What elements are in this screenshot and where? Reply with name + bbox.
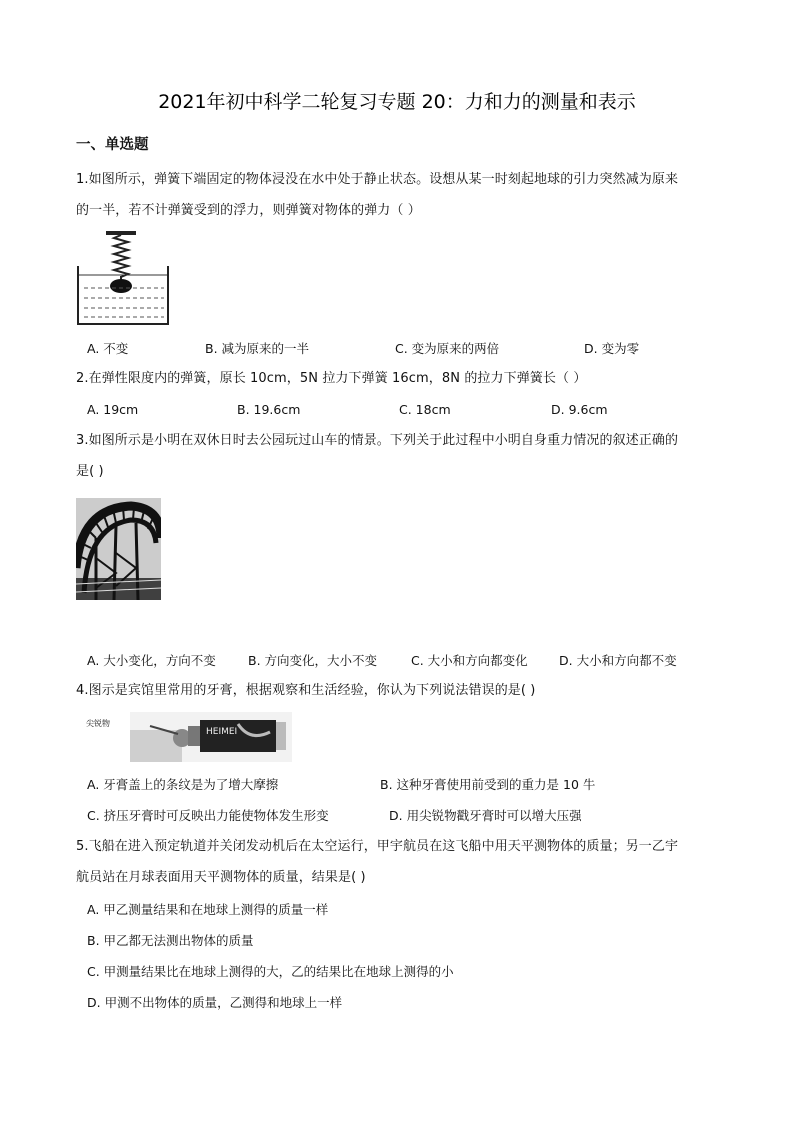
- toothpaste-tube-icon: [130, 712, 292, 762]
- question-1-line-2: 的一半，若不计弹簧受到的浮力，则弹簧对物体的弹力（ ）: [76, 203, 421, 218]
- toothpaste-figure: [86, 712, 292, 762]
- spring-in-water-figure: [76, 228, 172, 326]
- question-2-line-1: 2.在弹性限度内的弹簧，原长 10cm，5N 拉力下弹簧 16cm，8N 的拉力下弹簧长（ ）: [76, 371, 587, 386]
- q3-option-b: B. 方向变化，大小不变: [248, 653, 378, 668]
- question-1-line-1: 1.如图所示，弹簧下端固定的物体浸没在水中处于静止状态。设想从某一时刻起地球的引力突然减为原来: [76, 172, 679, 187]
- q4-option-a: A. 牙膏盖上的条纹是为了增大摩擦: [87, 777, 279, 792]
- svg-text:HEIMEI: HEIMEI: [206, 727, 238, 737]
- q4-option-d: D. 用尖锐物戳牙膏时可以增大压强: [389, 808, 582, 823]
- question-5-line-2: 航员站在月球表面用天平测物体的质量，结果是( ): [76, 870, 366, 885]
- question-4-line-1: 4.图示是宾馆里常用的牙膏，根据观察和生活经验，你认为下列说法错误的是( ): [76, 683, 536, 698]
- q1-option-c: C. 变为原来的两倍: [395, 341, 500, 356]
- q2-option-c: C. 18cm: [399, 402, 451, 417]
- page-title: 2021年初中科学二轮复习专题 20：力和力的测量和表示: [158, 91, 636, 113]
- q3-option-c: C. 大小和方向都变化: [411, 653, 528, 668]
- q3-option-d: D. 大小和方向都不变: [559, 653, 677, 668]
- q5-option-c: C. 甲测量结果比在地球上测得的大，乙的结果比在地球上测得的小: [87, 964, 454, 979]
- q2-option-d: D. 9.6cm: [551, 402, 608, 417]
- q4-option-b: B. 这种牙膏使用前受到的重力是 10 牛: [380, 777, 596, 792]
- q1-option-d: D. 变为零: [584, 341, 640, 356]
- question-3-line-1: 3.如图所示是小明在双休日时去公园玩过山车的情景。下列关于此过程中小明自身重力情况的叙述正确的: [76, 433, 679, 448]
- roller-coaster-photo: [76, 498, 161, 600]
- section-heading: 一、单选题: [76, 137, 149, 153]
- q2-option-a: A. 19cm: [87, 402, 139, 417]
- q5-option-d: D. 甲测不出物体的质量，乙测得和地球上一样: [87, 995, 343, 1010]
- figure-label-sharp-object: 尖锐物: [86, 719, 110, 728]
- q1-option-b: B. 减为原来的一半: [205, 341, 310, 356]
- q3-option-a: A. 大小变化，方向不变: [87, 653, 216, 668]
- q2-option-b: B. 19.6cm: [237, 402, 301, 417]
- question-5-line-1: 5.飞船在进入预定轨道并关闭发动机后在太空运行，甲宇航员在这飞船中用天平测物体的质量；另一乙宇: [76, 839, 679, 854]
- q5-option-a: A. 甲乙测量结果和在地球上测得的质量一样: [87, 902, 329, 917]
- q5-option-b: B. 甲乙都无法测出物体的质量: [87, 933, 254, 948]
- question-3-line-2: 是( ): [76, 464, 104, 479]
- q4-option-c: C. 挤压牙膏时可反映出力能使物体发生形变: [87, 808, 329, 823]
- q1-option-a: A. 不变: [87, 341, 129, 356]
